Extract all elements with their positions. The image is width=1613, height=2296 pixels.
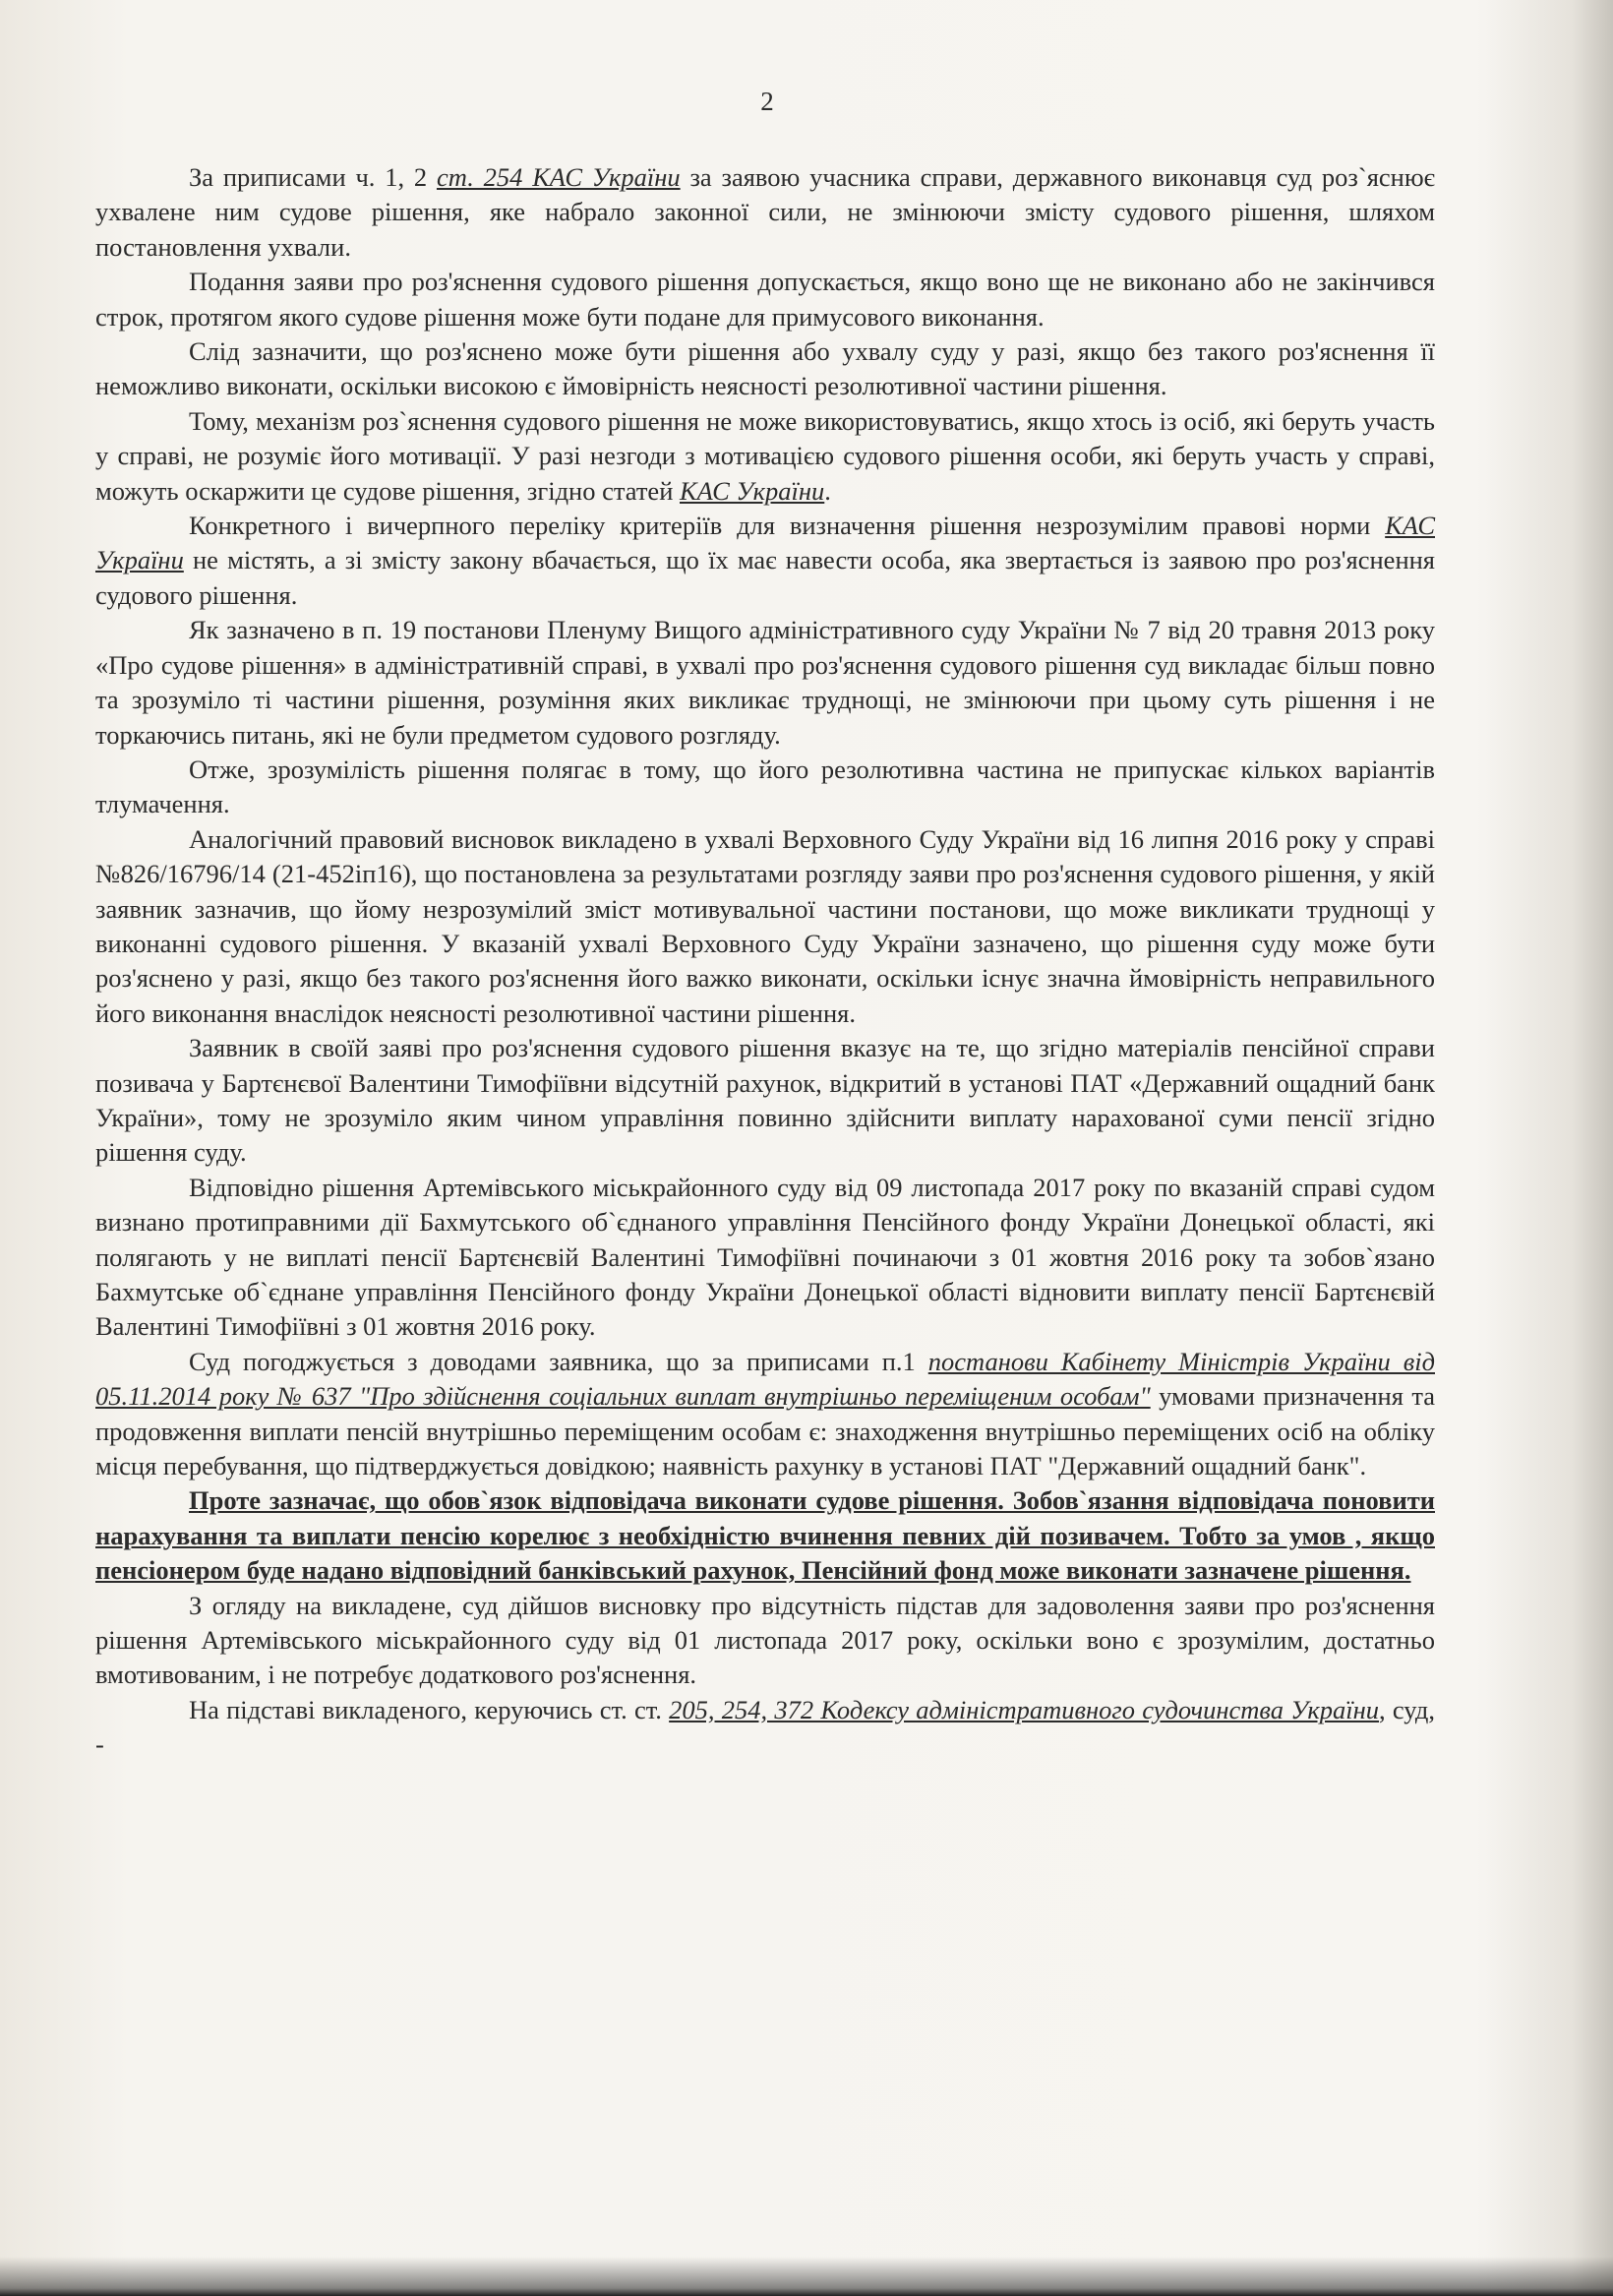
document-body — [95, 160, 1435, 1763]
legal-reference-link[interactable]: ст. 254 КАС України — [436, 162, 681, 192]
paragraph — [95, 1589, 1435, 1693]
paragraph-text: За приписами ч. 1, 2 — [189, 162, 437, 192]
paragraph-text: Слід зазначити, що роз'яснено може бути рішення або ухвалу суду у разі, якщо без такого роз'яснення її неможливо виконати, оскільки високою є ймовірність неясності резолютивної частини рішення. — [95, 336, 1435, 401]
paragraph-text: умовами призначення та продовження виплати пенсій внутрішньо переміщеним особам є: знаходження внутрішньо переміщених осіб на обліку місця перебування, що підтверджується довідкою; наявність рахунку в установі ПАТ "Державний ощадний банк". — [95, 1381, 1435, 1481]
paragraph — [95, 1031, 1435, 1171]
paragraph — [95, 509, 1435, 613]
emphasized-text: Проте зазначає, що обов`язок відповідача виконати судове рішення. Зобов`язання відповідача поновити нарахування та виплати пенсію корелює з необхідністю вчинення певних дій позивачем. Тобто за умов , якщо пенсіонером буде надано відповідний банківський рахунок, Пенсійний фонд може виконати зазначене рішення. — [95, 1485, 1435, 1586]
paragraph-text: Отже, зрозумілість рішення полягає в тому, що його резолютивна частина не припускає кількох варіантів тлумачення. — [95, 754, 1435, 819]
legal-reference-link[interactable]: КАС України — [680, 475, 825, 506]
paragraph — [95, 1483, 1435, 1588]
paragraph-text: Подання заяви про роз'яснення судового рішення допускається, якщо воно ще не виконано або не закінчився строк, протягом якого судове рішення може бути подане для примусового виконання. — [95, 267, 1435, 332]
page-number: 2 — [760, 87, 774, 116]
paragraph-text: не містять, а зі змісту закону вбачається, що їх має навести особа, яка звертається із заявою про роз'яснення судового рішення. — [95, 545, 1435, 610]
paragraph — [95, 334, 1435, 404]
scanner-bottom-edge — [0, 2257, 1613, 2296]
paragraph-text: Аналогічний правовий висновок викладено в ухвалі Верховного Суду України від 16 липня 2016 року у справі №826/16796/14 (21-452іп16), що постановлена за результатами розгляду заяви про роз'яснення судового рішення, у якій заявник зазначив, що йому незрозумілий зміст мотивувальної частини постанови, що може викликати труднощі у виконанні судового рішення. У вказаній ухвалі Верховного Суду України зазначено, що рішення суду може бути роз'яснено у разі, якщо без такого роз'яснення його важко виконати, оскільки існує значна ймовірність неправильного його виконання внаслідок неясності резолютивної частини рішення. — [95, 823, 1435, 1028]
paragraph — [95, 1345, 1435, 1484]
paragraph — [95, 1171, 1435, 1345]
paragraph-text: , суд, - — [95, 1694, 1435, 1760]
paragraph-text: З огляду на викладене, суд дійшов висновку про відсутність підстав для задоволення заяви про роз'яснення рішення Артемівського міськрайонного суду від 01 листопада 2017 року, оскільки воно є зрозумілим, достатньо вмотивованим, і не потребує додаткового роз'яснення. — [95, 1590, 1435, 1690]
paragraph-text: Конкретного і вичерпного переліку критеріїв для визначення рішення незрозумілим правові норми — [189, 511, 1386, 541]
paragraph — [95, 160, 1435, 265]
paragraph — [95, 753, 1435, 822]
legal-reference-link[interactable]: 205, 254, 372 Кодексу адміністративного судочинства України — [669, 1694, 1380, 1724]
paragraph — [95, 613, 1435, 753]
paragraph — [95, 404, 1435, 509]
paragraph-text: Тому, механізм роз`яснення судового рішення не може використовуватись, якщо хтось із осіб, які беруть участь у справі, не розуміє його мотивації. У разі незгоди з мотивацією судового рішення особи, які беруть участь у справі, можуть оскаржити це судове рішення, згідно статей — [95, 405, 1435, 506]
paragraph-text: Заявник в своїй заяві про роз'яснення судового рішення вказує на те, що згідно матеріалів пенсійної справи позивача у Бартєнєвої Валентини Тимофіївни відсутній рахунок, відкритий в установі ПАТ «Державний ощадний банк України», тому не зрозуміло яким чином управління повинно здійснити виплату нарахованої суми пенсії згідно рішення суду. — [95, 1033, 1435, 1168]
paragraph — [95, 265, 1435, 334]
legal-reference-link[interactable]: постанови Кабінету Міністрів України від 05.11.2014 року № 637 "Про здійснення соціальних виплат внутрішньо переміщеним особам" — [95, 1346, 1435, 1412]
paragraph-text: Відповідно рішення Артемівського міськрайонного суду від 09 листопада 2017 року по вказаній справі судом визнано протиправними дії Бахмутського об`єднаного управління Пенсійного фонду України Донецької області, які полягають у не виплаті пенсії Бартєнєвій Валентині Тимофіївні починаючи з 01 жовтня 2016 року та зобов`язано Бахмутське об`єднане управління Пенсійного фонду України Донецької області відновити виплату пенсії Бартєнєвій Валентині Тимофіївні з 01 жовтня 2016 року. — [95, 1172, 1435, 1342]
legal-reference-link[interactable]: КАС України — [95, 511, 1435, 575]
paragraph — [95, 822, 1435, 1031]
paragraph-text: Суд погоджується з доводами заявника, що за приписами п.1 — [189, 1346, 928, 1376]
paragraph-text: На підставі викладеного, керуючись ст. ст. — [189, 1694, 670, 1724]
paragraph-text: Як зазначено в п. 19 постанови Пленуму Вищого адміністративного суду України № 7 від 20 травня 2013 року «Про судове рішення» в адміністративній справі, в ухвалі про роз'яснення судового рішення суд викладає більш повно та зрозуміло ті частини рішення, розуміння яких викликає труднощі, не змінюючи при цьому суть рішення і не торкаючись питань, які не були предметом судового розгляду. — [95, 615, 1435, 750]
paragraph-text: . — [824, 475, 831, 506]
paragraph — [95, 1693, 1435, 1763]
page-edge-shadow — [1475, 0, 1613, 2296]
paragraph-text: за заявою учасника справи, державного виконавця суд роз`яснює ухвалене ним судове рішення, яке набрало законної сили, не змінюючи змісту судового рішення, шляхом постановлення ухвали. — [95, 162, 1435, 262]
